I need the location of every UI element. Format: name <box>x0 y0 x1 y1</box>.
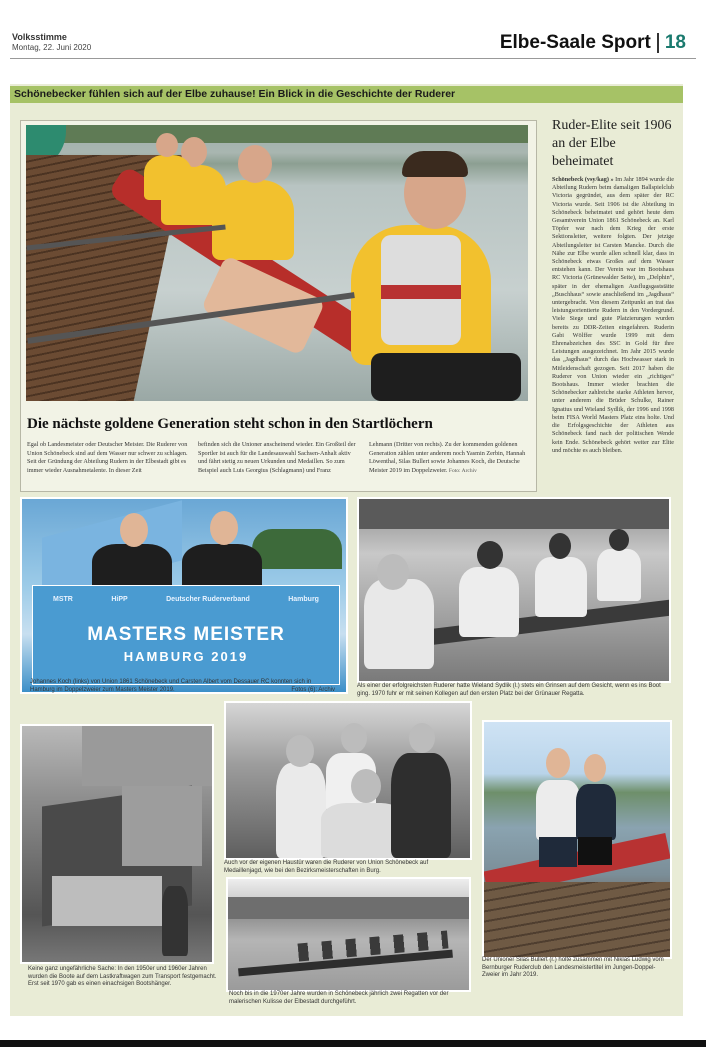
photo-boy-right-shorts <box>578 837 612 865</box>
photo-person <box>391 753 451 858</box>
photo-person-left-head <box>120 513 148 547</box>
photo-trees <box>252 529 342 569</box>
photo-team-medals <box>224 701 472 860</box>
side-article-dateline: Schönebeck (vsy/kag) » <box>552 176 614 183</box>
photo-trees-bw <box>82 726 212 786</box>
photo-dock-boards <box>484 882 670 957</box>
photo-person <box>276 763 326 858</box>
photo-boy-right-head <box>584 754 606 782</box>
photo-masters-meister <box>20 497 348 694</box>
masters-sign-title: MASTERS MEISTER <box>87 624 285 645</box>
sponsor-logo: Deutscher Ruderverband <box>166 596 250 603</box>
photo-rower-stroke <box>144 155 192 200</box>
newspaper-name: Volksstimme <box>12 32 67 42</box>
photo-credit: Foto: Archiv <box>448 467 477 474</box>
bottom-bar <box>0 1040 706 1047</box>
photo-rower <box>364 579 434 669</box>
sponsor-logo: Hamburg <box>288 596 319 603</box>
section-divider <box>657 33 659 53</box>
masters-sign <box>32 585 340 685</box>
photo-person-head <box>409 723 435 753</box>
issue-date: Montag, 22. Juni 2020 <box>12 43 92 52</box>
photo-rower <box>597 549 641 601</box>
caption-young-champions: Der Unioner Silas Bullert (r.) holte zusammen mit Niklas Ludwig vom Bernburger Ruderclub den Landesmeistertitel im Jungen-Doppel-Zweier im Jahr 2019. <box>482 957 664 978</box>
photo-boy-right <box>576 784 616 840</box>
photo-boat-truck <box>20 724 214 964</box>
main-article-col-1: Egal ob Landesmeister oder Deutscher Meister. Die Ruderer von Union Schönebeck sind auf dem Wasser nur schwer zu schlagen. Seit der Gründung der Abteilung Rudern in der Elbestadt gibt es immer wieder Ausnahmetalente. In dieser Zeit <box>27 441 188 474</box>
photo-far-shore <box>26 125 528 143</box>
photo-rower-head <box>609 529 629 551</box>
photo-truck-cargo <box>52 876 162 926</box>
caption-masters-text: Johannes Koch (links) von Union 1861 Schönebeck und Carsten Albert vom Dessauer RC konnten sich in Hamburg im Doppelzweier zum Masters Meister 2019. <box>30 679 312 693</box>
photo-rower-front-hair <box>402 151 468 177</box>
photo-town-skyline <box>228 897 469 919</box>
photo-person-right-head <box>210 511 238 545</box>
caption-team-medals: Auch vor der eigenen Haustür waren die Ruderer von Union Schönebeck auf Medaillenjagd, wie bei den Bezirksmeisterschaften in Burg. <box>224 860 429 874</box>
photo-rower <box>535 557 587 617</box>
photo-shoreline <box>359 499 669 529</box>
photo-regatta <box>226 877 471 992</box>
photo-boy-left-head <box>546 748 570 778</box>
caption-historic-rowers: Als einer der erfolgreichsten Ruderer hatte Wieland Sydlik (l.) stets ein Grinsen auf dem Gesicht, wenn es ins Boot ging. 1970 fuhr er mit seinen Kollegen auf den ersten Platz bei der Grünauer Regatta. <box>357 683 661 697</box>
sponsor-logos <box>53 596 319 603</box>
newspaper-masthead <box>12 32 91 52</box>
caption-masters-credit: Fotos (6): Archiv <box>291 686 335 693</box>
photo-rower-stroke-head <box>156 133 178 157</box>
photo-young-champions <box>482 720 672 959</box>
side-article-body <box>552 176 674 455</box>
photo-boy-left-shorts <box>539 837 577 867</box>
photo-person-head <box>351 769 381 803</box>
caption-regatta: Noch bis in die 1970er Jahre wurden in Schönebeck jährlich zwei Regatten vor der malerischen Kulisse der Elbestadt durchgeführt. <box>229 991 449 1005</box>
photo-person-head <box>341 723 367 753</box>
main-article-body <box>27 441 532 475</box>
photo-rower-head <box>549 533 571 559</box>
photo-truck-canvas <box>122 786 202 866</box>
section-header <box>500 32 686 54</box>
topic-banner-text: Schönebecker fühlen sich auf der Elbe zuhause! Ein Blick in die Geschichte der Ruderer <box>14 88 456 100</box>
photo-worker <box>162 886 188 956</box>
side-article-text: Im Jahr 1894 wurde die Abteilung Rudern beim damaligen Ballspielclub Victoria gegründet, aus dem später der RC Victoria wurde. Seit 1906 ist die Abteilung in Schönebeck beheimatet und gehört heute dem Gesamtverein Union 1861 Schönebeck an. Karl Töpfer war nach dem Krieg der erste Sektionsleiter, weitere folgten. Der jetzige Abteilungsleiter ist Carsten Mancke. Durch die Nähe zur Elbe wurde allen schnell klar, dass in Schönebeck etwas Großes auf dem Wasser entstehen kann. Der Verein war im Bootshaus RC Victoria (Grünewalder Seite), im „Delphin“, später in der ehemaligen Ausflugsgaststätte „Buschhaus“ sowie anschließend im „Jagdhaus“ untergebracht. Von diesem Zeitpunkt an trat das leistungsorientierte Rudern in den Vordergrund. Viele Siege und gute Platzierungen wurden bereits zu DDR-Zeiten eingefahren. Ruderin Gabi Wölffer wurde 1999 mit dem Ehrenabzeichen des SSC in Gold für ihre Leistungen ausgezeichnet. Im Jahr 2015 wurde das „Jagdhaus“ durch das Hochwasser stark in Mitleidenschaft gezogen. Seit 2017 haben die Ruderer von Union wieder ein „richtiges“ Bootshaus. Immer wieder brachten die Schönebecker zahlreiche starke Athleten hervor, unter anderem die Brüder Schulke, Rainer Ignatius und Wieland Sydlik, der 1996 und 1998 beim FISA World Masters Platz eins holte. Und die Erfolgsgeschichte der Athleten aus Schönebeck fand nach der politischen Wende kein Ende. Schönebeck gehört weiter zur Elite und möchte es auch bleiben. <box>552 176 674 454</box>
photo-rower-middle-head <box>238 145 272 183</box>
sponsor-logo: MSTR <box>53 596 73 603</box>
main-article-col-3-text: Lehmann (Dritter von rechts). Zu der kommenden goldenen Generation zählen unter anderem noch Yasmin Zerbin, Hannah Löwenthal, Silas Bullert sowie Johannes Koch, die Deutsche Meister 2019 im Doppelzweier. <box>369 441 526 474</box>
photo-rower-head <box>477 541 503 569</box>
photo-rower <box>459 567 519 637</box>
masters-sign-subtitle: HAMBURG 2019 <box>123 649 249 664</box>
main-article-col-2: befinden sich die Unioner anscheinend wieder. Ein Großteil der Sportler ist auch für die Landesauswahl Sachsen-Anhalt aktiv und fährt stetig zu neuen Urkunden und Medaillen. So zum Beispiel auch Luis Georgius (Schlagmann) und Franz <box>198 441 356 474</box>
photo-rower-front-stripe <box>381 285 461 299</box>
photo-person-head <box>286 735 314 767</box>
photo-boy-left <box>536 780 580 840</box>
caption-boat-truck: Keine ganz ungefährliche Sache: In den 1950er und 1960er Jahren wurden die Boote auf dem Lastkraftwagen zum Transport festgemacht. Erst seit 1970 gab es einen einachsigen Bootshänger. <box>28 966 217 987</box>
main-article-title: Die nächste goldene Generation steht schon in den Startlöchern <box>27 416 433 432</box>
photo-rower-front-legs <box>371 353 521 401</box>
caption-masters <box>30 679 335 694</box>
main-article-col-3 <box>369 441 532 475</box>
side-article-headline: Ruder-Elite seit 1906 an der Elbe beheimatet <box>552 118 672 169</box>
main-photo-rowing-crew <box>26 125 528 401</box>
header-rule <box>10 58 696 59</box>
photo-rower-head <box>377 554 409 590</box>
photo-historic-rowers <box>357 497 671 683</box>
section-title: Elbe-Saale Sport <box>499 32 651 53</box>
page-number: 18 <box>664 32 686 53</box>
sponsor-logo: HiPP <box>111 596 128 603</box>
